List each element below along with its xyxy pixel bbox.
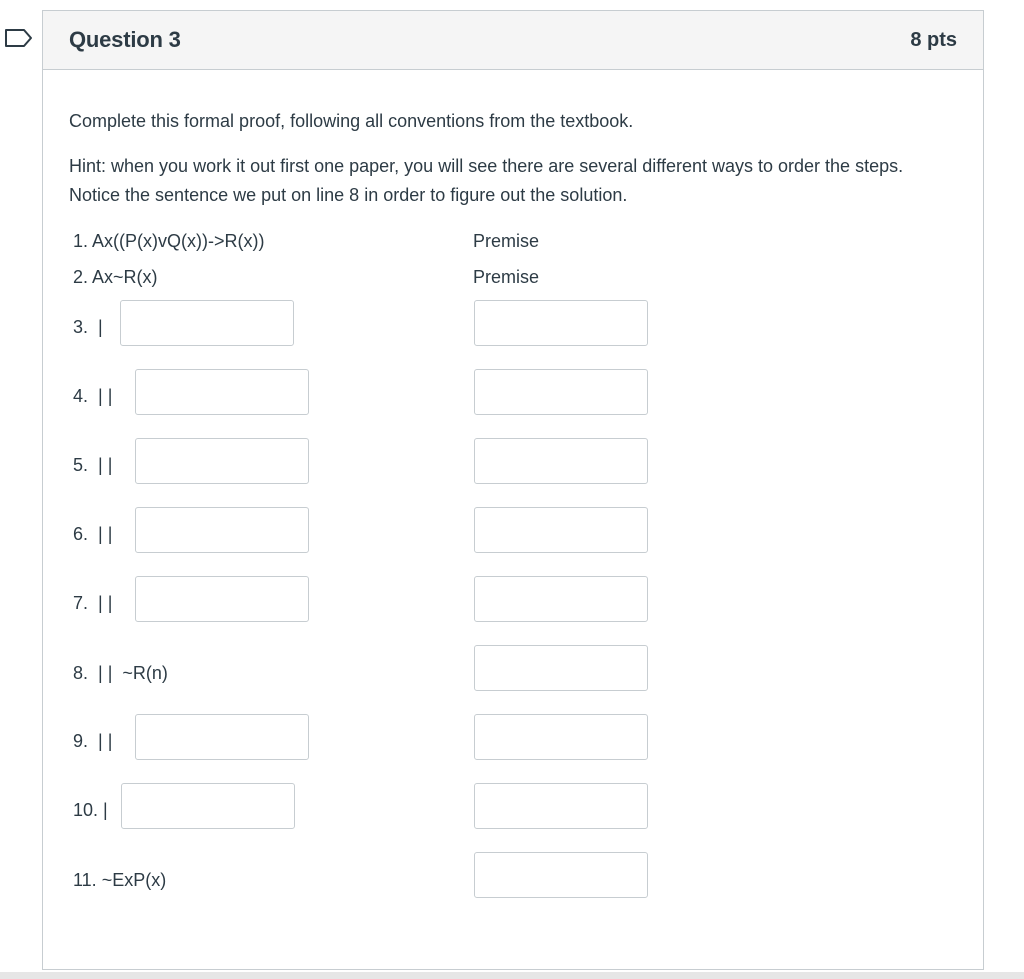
question-card bbox=[42, 10, 984, 970]
bottom-border bbox=[0, 972, 1024, 979]
proof-line-3-rule-input[interactable] bbox=[474, 300, 648, 346]
proof-line-9-rule-input[interactable] bbox=[474, 714, 648, 760]
question-hint: Hint: when you work it out first one paper, you will see there are several different ways to order the steps. Notice the sentence we put on line 8 in order to figure out the solution. bbox=[69, 156, 904, 205]
proof-line-5-formula-input[interactable] bbox=[135, 438, 309, 484]
proof-line-3-prefix: 3. | bbox=[73, 317, 103, 337]
proof-line-3-formula-input[interactable] bbox=[120, 300, 294, 346]
proof-line-9-prefix: 9. | | bbox=[73, 731, 113, 751]
proof-line-1-rule: Premise bbox=[473, 231, 540, 251]
question-points: 8 pts bbox=[910, 29, 957, 51]
proof-line-11-prefix: 11. ~ExP(x) bbox=[73, 870, 167, 890]
proof-line-10-prefix: 10. | bbox=[73, 800, 108, 820]
proof-line-5-rule-input[interactable] bbox=[474, 438, 648, 484]
proof-line-4-rule-input[interactable] bbox=[474, 369, 648, 415]
proof-line-6-prefix: 6. | | bbox=[73, 524, 113, 544]
proof-line-11-rule-input[interactable] bbox=[474, 852, 648, 898]
proof-line-10-rule-input[interactable] bbox=[474, 783, 648, 829]
proof-line-7-formula-input[interactable] bbox=[135, 576, 309, 622]
proof-line-4-prefix: 4. | | bbox=[73, 386, 113, 406]
proof-line-6-formula-input[interactable] bbox=[135, 507, 309, 553]
proof-line-6-rule-input[interactable] bbox=[474, 507, 648, 553]
proof-line-2-number: 2. bbox=[73, 267, 89, 287]
proof-line-2-formula: Ax~R(x) bbox=[92, 267, 158, 287]
proof-line-1 bbox=[73, 231, 265, 252]
question-title: Question 3 bbox=[69, 27, 181, 52]
proof-line-9-formula-input[interactable] bbox=[135, 714, 309, 760]
question-instruction: Complete this formal proof, following all conventions from the textbook. bbox=[69, 111, 634, 131]
proof-line-2-rule: Premise bbox=[473, 267, 540, 287]
proof-line-10-formula-input[interactable] bbox=[121, 783, 295, 829]
proof-line-2 bbox=[73, 267, 158, 288]
proof-line-4-formula-input[interactable] bbox=[135, 369, 309, 415]
proof-line-8-prefix: 8. | | ~R(n) bbox=[73, 663, 168, 683]
proof-line-7-rule-input[interactable] bbox=[474, 576, 648, 622]
flag-question-icon[interactable] bbox=[4, 28, 34, 48]
proof-line-7-prefix: 7. | | bbox=[73, 593, 113, 613]
proof-line-8-rule-input[interactable] bbox=[474, 645, 648, 691]
question-header bbox=[43, 11, 983, 70]
proof-line-1-number: 1. bbox=[73, 231, 89, 251]
proof-line-5-prefix: 5. | | bbox=[73, 455, 113, 475]
proof-line-1-formula: Ax((P(x)vQ(x))->R(x)) bbox=[92, 231, 265, 251]
